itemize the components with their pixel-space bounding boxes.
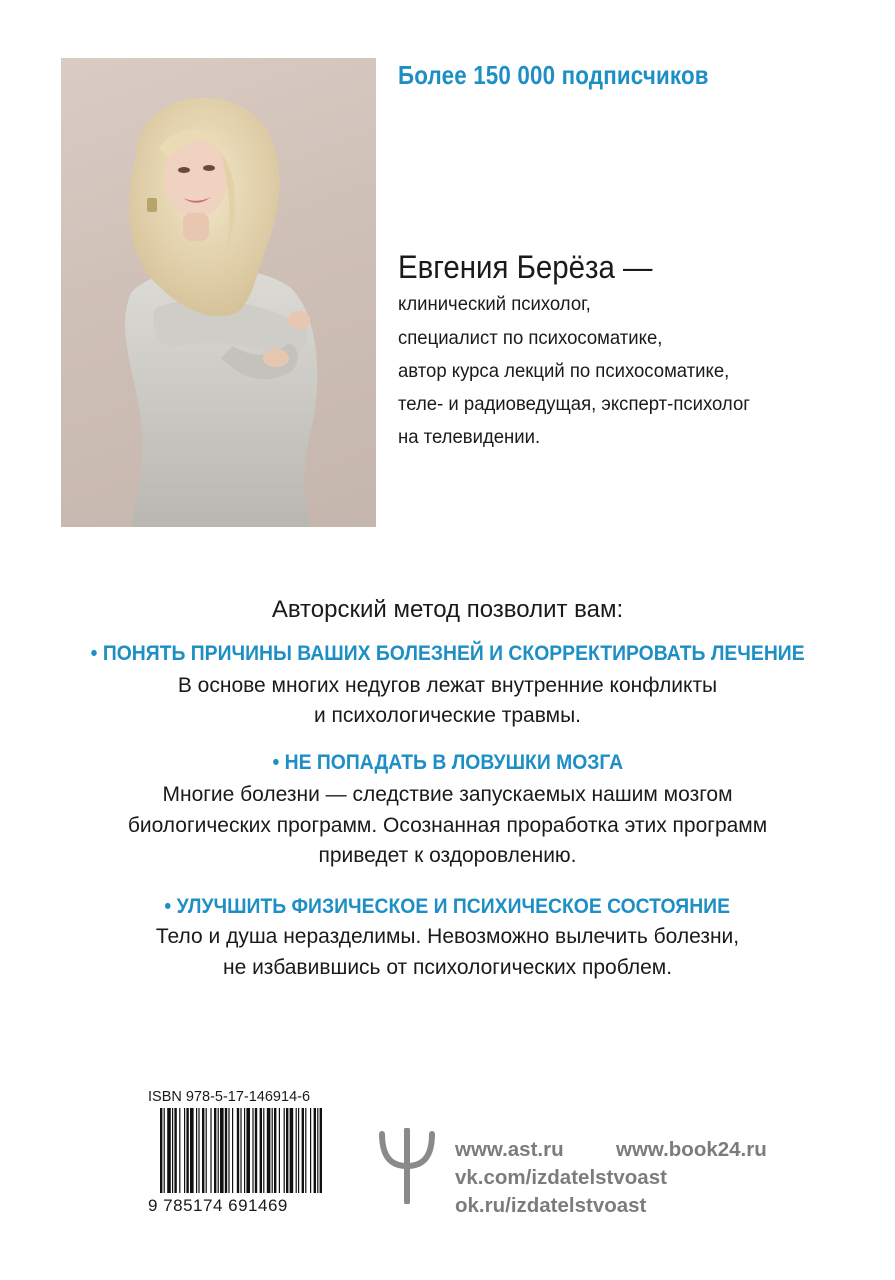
barcode-bar (263, 1108, 264, 1193)
barcode-bar (305, 1108, 306, 1193)
barcode-bar (190, 1108, 194, 1193)
barcode-bar (286, 1108, 288, 1193)
barcode-bar (240, 1108, 241, 1193)
barcode-bar (255, 1108, 257, 1193)
barcode-bar (184, 1108, 185, 1193)
barcode-bar (302, 1108, 304, 1193)
barcode-bar (244, 1108, 245, 1193)
author-bio-line: на телевидении. (398, 426, 541, 448)
barcode-bar (174, 1108, 176, 1193)
barcode (160, 1108, 322, 1193)
barcode-bar (272, 1108, 273, 1193)
barcode-bar (218, 1108, 219, 1193)
barcode-bar (196, 1108, 197, 1193)
barcode-bar (252, 1108, 253, 1193)
barcode-bar (274, 1108, 276, 1193)
subscribers-count: Более 150 000 подписчиков (398, 60, 709, 90)
link-ok[interactable]: ok.ru/izdatelstvoast (455, 1194, 647, 1217)
barcode-bar (314, 1108, 316, 1193)
author-bio-line: теле- и радиоведущая, эксперт-психолог (398, 393, 751, 415)
barcode-bar (186, 1108, 188, 1193)
barcode-bar (320, 1108, 322, 1193)
link-vk[interactable]: vk.com/izdatelstvoast (455, 1166, 667, 1189)
barcode-bar (317, 1108, 318, 1193)
benefit-text-line: приведет к оздоровлению. (318, 844, 577, 867)
benefit-text-line: не избавившись от психологических проблем. (222, 956, 673, 979)
benefit-heading: • ПОНЯТЬ ПРИЧИНЫ ВАШИХ БОЛЕЗНЕЙ И СКОРРЕКТИРОВАТЬ ЛЕЧЕНИЕ (90, 641, 805, 665)
barcode-bar (214, 1108, 216, 1193)
barcode-bar (160, 1108, 162, 1193)
barcode-bar (246, 1108, 250, 1193)
barcode-bar (198, 1108, 199, 1193)
barcode-bar (206, 1108, 207, 1193)
barcode-digits: 9 785174 691469 (148, 1196, 288, 1215)
benefit-heading: • УЛУЧШИТЬ ФИЗИЧЕСКОЕ И ПСИХИЧЕСКОЕ СОСТОЯНИЕ (164, 894, 731, 918)
barcode-bar (179, 1108, 180, 1193)
barcode-bar (310, 1108, 311, 1193)
link-ast[interactable]: www.ast.ru (455, 1138, 564, 1161)
barcode-bar (172, 1108, 173, 1193)
barcode-bar (210, 1108, 211, 1193)
barcode-bar (220, 1108, 224, 1193)
benefit-text-line: биологических программ. Осознанная проработка этих программ (127, 814, 768, 837)
barcode-bar (202, 1108, 204, 1193)
barcode-bar (167, 1108, 171, 1193)
method-intro: Авторский метод позволит вам: (271, 596, 624, 623)
author-bio-line: автор курса лекций по психосоматике, (398, 360, 730, 382)
barcode-bar (284, 1108, 285, 1193)
benefit-text-line: Тело и душа неразделимы. Невозможно вылечить болезни, (155, 925, 740, 948)
isbn: ISBN 978-5-17-146914-6 (148, 1089, 311, 1105)
barcode-bar (260, 1108, 262, 1193)
benefit-text-line: и психологические травмы. (313, 704, 582, 727)
barcode-bar (232, 1108, 233, 1193)
benefit-heading: • НЕ ПОПАДАТЬ В ЛОВУШКИ МОЗГА (272, 750, 623, 774)
publisher-trident-icon (376, 1128, 438, 1204)
barcode-bar (228, 1108, 229, 1193)
barcode-bar (298, 1108, 299, 1193)
author-bio-line: специалист по психосоматике, (398, 327, 663, 349)
barcode-bar (164, 1108, 165, 1193)
barcode-bar (290, 1108, 294, 1193)
author-bio-line: клинический психолог, (398, 293, 591, 315)
barcode-bar (225, 1108, 227, 1193)
barcode-bar (279, 1108, 280, 1193)
barcode-bar (237, 1108, 239, 1193)
benefit-text-line: В основе многих недугов лежат внутренние конфликты (177, 674, 718, 697)
author-photo (61, 58, 376, 527)
link-book24[interactable]: www.book24.ru (616, 1138, 767, 1161)
barcode-bar (267, 1108, 271, 1193)
barcode-bar (296, 1108, 297, 1193)
benefit-text-line: Многие болезни — следствие запускаемых нашим мозгом (162, 783, 733, 806)
author-name: Евгения Берёза — (398, 249, 653, 285)
